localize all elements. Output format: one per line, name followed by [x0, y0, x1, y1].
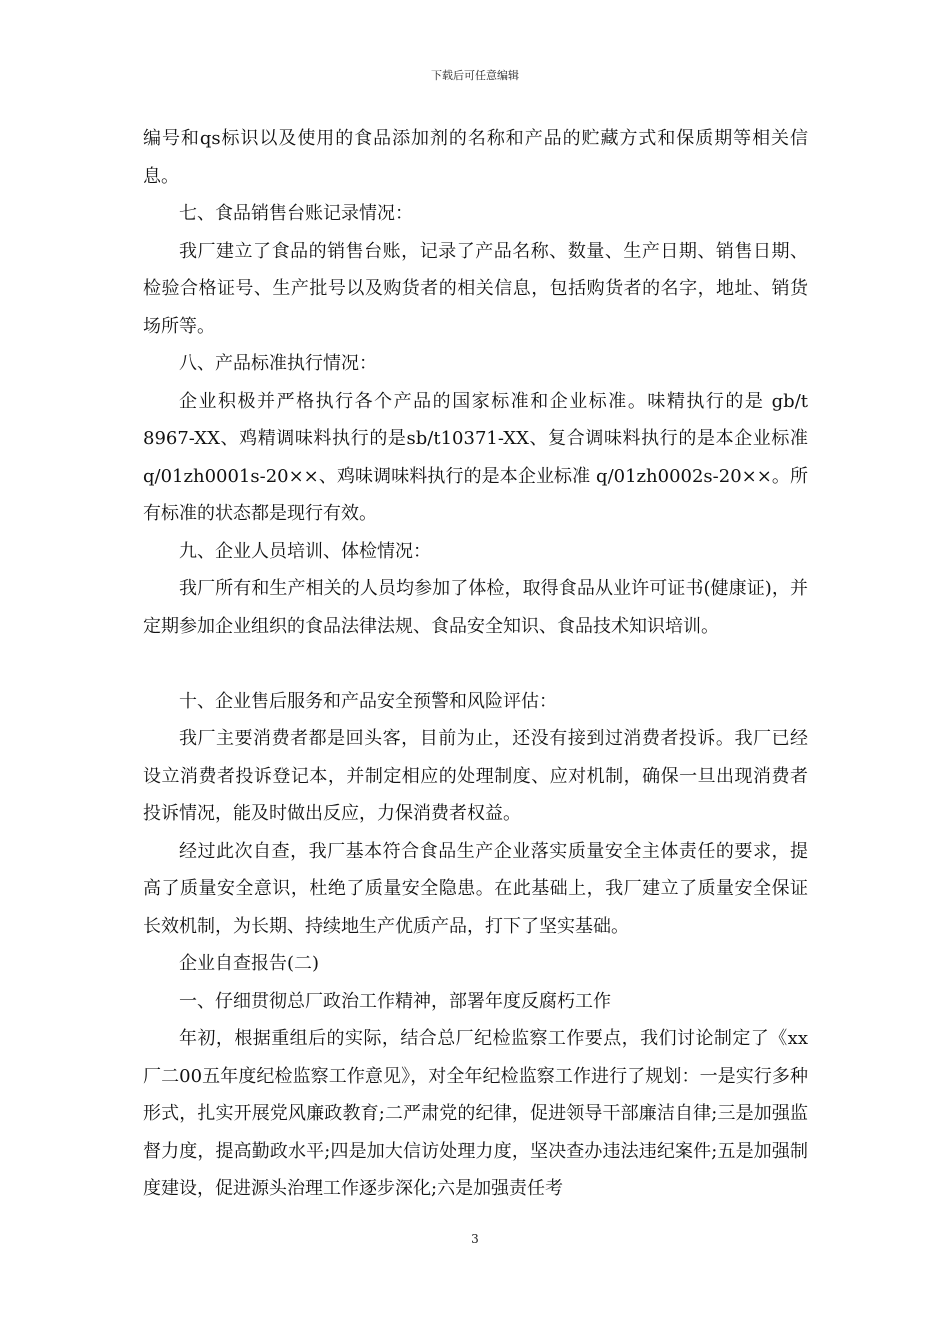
paragraph: 企业积极并严格执行各个产品的国家标准和企业标准。味精执行的是 gb/t 8967-XX、鸡精调味料执行的是sb/t10371-XX、复合调味料执行的是本企业标准 q/01zh0001s-20××、鸡味调味料执行的是本企业标准 q/01zh0002s-20××。所有标准的状态都是现行有效。	[143, 390, 808, 524]
paragraph: 我厂所有和生产相关的人员均参加了体检，取得食品从业许可证书(健康证)，并定期参加企业组织的食品法律法规、食品安全知识、食品技术知识培训。	[143, 578, 808, 637]
section-heading: 九、企业人员培训、体检情况：	[179, 540, 431, 562]
page-header: 下载后可任意编辑	[431, 69, 519, 82]
report-title: 企业自查报告(二)	[179, 953, 320, 974]
blank-line	[143, 645, 808, 683]
section-heading: 七、食品销售台账记录情况：	[179, 203, 413, 224]
section-heading: 十、企业售后服务和产品安全预警和风险评估：	[179, 690, 557, 712]
paragraph: 我厂建立了食品的销售台账，记录了产品名称、数量、生产日期、销售日期、检验合格证号、生产批号以及购货者的相关信息，包括购货者的名字，地址、销货场所等。	[143, 240, 808, 337]
section-heading: 八、产品标准执行情况：	[179, 353, 377, 374]
document-body	[143, 120, 808, 1208]
paragraph: 经过此次自查，我厂基本符合食品生产企业落实质量安全主体责任的要求，提高了质量安全意识，杜绝了质量安全隐患。在此基础上，我厂建立了质量安全保证长效机制，为长期、持续地生产优质产品，打下了坚实基础。	[143, 840, 808, 937]
section-heading: 一、仔细贯彻总厂政治工作精神，部署年度反腐朽工作	[179, 990, 611, 1012]
paragraph: 年初，根据重组后的实际，结合总厂纪检监察工作要点，我们讨论制定了《xx厂二00五年度纪检监察工作意见》，对全年纪检监察工作进行了规划：一是实行多种形式，扎实开展党风廉政教育;二严肃党的纪律，促进领导干部廉洁自律;三是加强监督力度，提高勤政水平;四是加大信访处理力度，坚决查办违法违纪案件;五是加强制度建设，促进源头治理工作逐步深化;六是加强责任考	[143, 1028, 808, 1199]
page-number: 3	[471, 1232, 479, 1246]
paragraph: 编号和qs标识以及使用的食品添加剂的名称和产品的贮藏方式和保质期等相关信息。	[143, 128, 808, 187]
paragraph: 我厂主要消费者都是回头客，目前为止，还没有接到过消费者投诉。我厂已经设立消费者投诉登记本，并制定相应的处理制度、应对机制，确保一旦出现消费者投诉情况，能及时做出反应，力保消费者权益。	[143, 728, 808, 824]
